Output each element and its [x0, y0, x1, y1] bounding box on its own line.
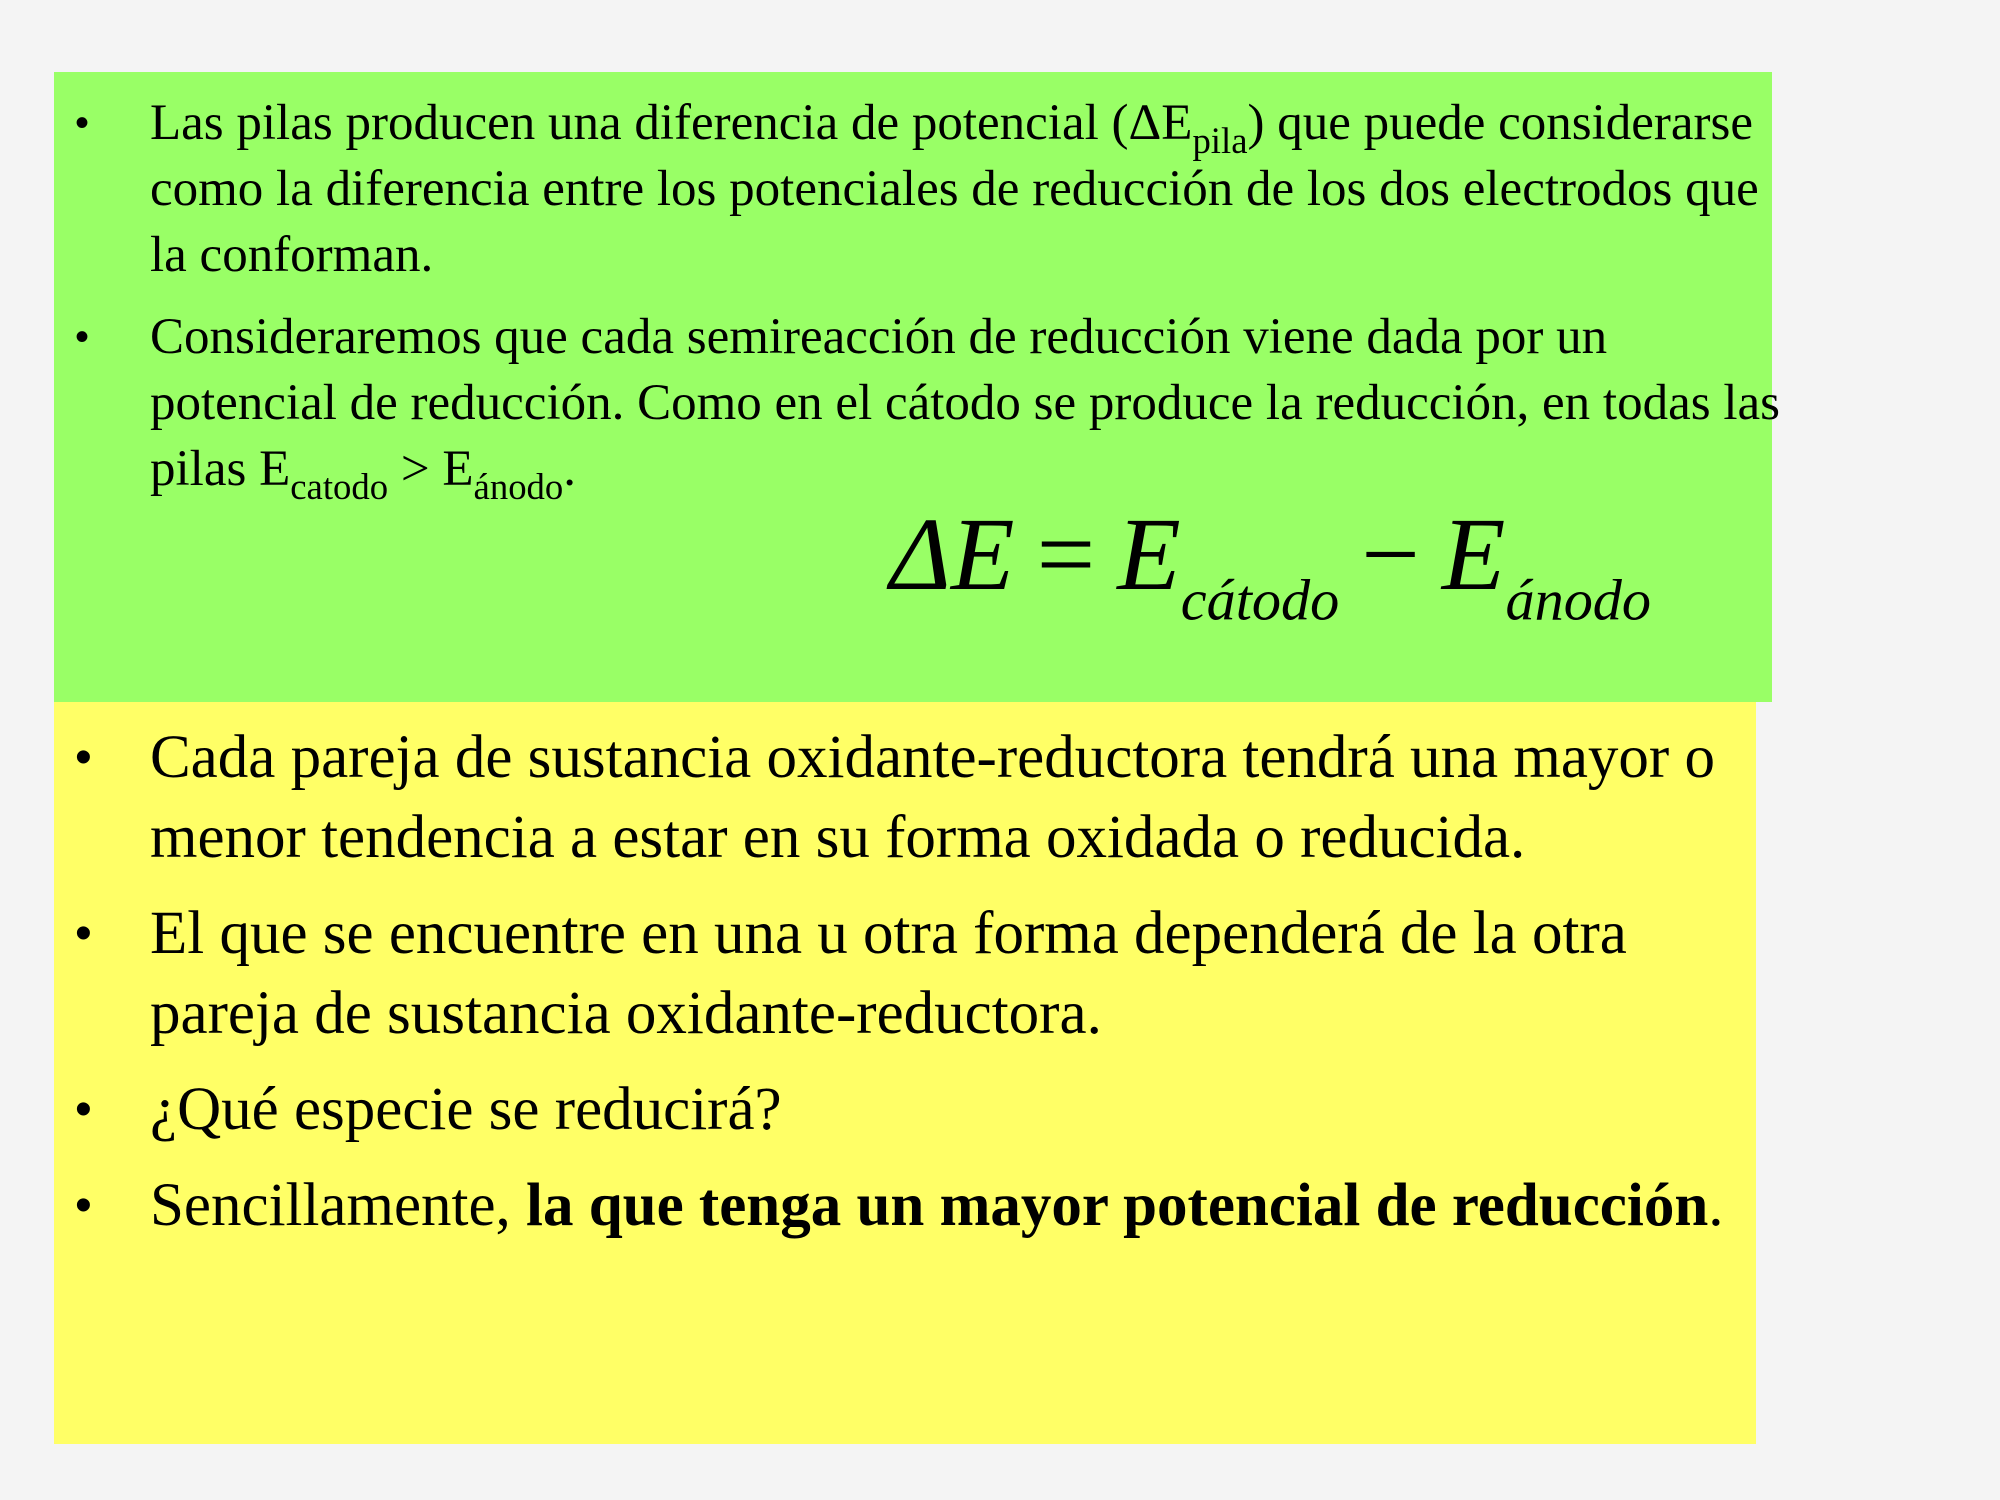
- bullet-text: Las pilas producen una diferencia de potencial (ΔE: [150, 95, 1193, 151]
- yellow-bullet-list: [75, 718, 1750, 1262]
- green-bullet-list: [75, 90, 1790, 518]
- bullet-item-depends-on-pair: [75, 894, 1750, 1054]
- formula-equals: =: [1036, 497, 1096, 612]
- bullet-text: ¿Qué especie se reducirá?: [150, 1076, 782, 1143]
- bullet-item-reduction-potential: [75, 304, 1790, 507]
- bullet-dot-icon: •: [75, 315, 90, 359]
- formula-term-anode: E: [1441, 497, 1506, 612]
- subscript-anodo: ánodo: [473, 465, 564, 507]
- formula-term-cathode: E: [1117, 497, 1181, 612]
- bullet-text-end: .: [563, 441, 577, 497]
- bullet-dot-icon: •: [75, 1083, 92, 1136]
- bullet-text: Sencillamente,: [150, 1172, 527, 1239]
- green-panel: [54, 72, 1780, 702]
- formula-lhs: ΔE: [890, 497, 1015, 612]
- bullet-dot-icon: •: [75, 101, 90, 145]
- bullet-text: El que se encuentre en una u otra forma dependerá de la otra pareja de sustancia oxidante-reductora.: [150, 900, 1627, 1047]
- formula-subscript-cathode: cátodo: [1180, 567, 1340, 633]
- greater-than-text: > E: [388, 441, 474, 497]
- formula-subscript-anode: ánodo: [1505, 567, 1652, 633]
- bullet-item-answer: [75, 1166, 1750, 1246]
- bullet-text-bold: la que tenga un mayor potencial de reducción: [526, 1172, 1709, 1239]
- subscript-catodo: catodo: [290, 465, 389, 507]
- subscript-pila: pila: [1192, 119, 1248, 161]
- bullet-item-pila-potential: [75, 90, 1790, 288]
- bullet-dot-icon: •: [75, 731, 92, 784]
- cell-potential-formula: [890, 490, 1652, 633]
- bullet-text: Cada pareja de sustancia oxidante-reductora tendrá una mayor o menor tendencia a estar en su forma oxidada o reducida.: [150, 724, 1715, 871]
- bullet-item-question: [75, 1070, 1750, 1150]
- bullet-text-continued: ) que puede considerarse como la diferencia entre los potenciales de reducción de los dos electrodos que la conforman.: [150, 95, 1759, 283]
- yellow-panel: [54, 702, 1756, 1444]
- formula-minus: −: [1361, 497, 1420, 612]
- bullet-text: Consideraremos que cada semireacción de reducción viene dada por un potencial de reducción. Como en el cátodo se produce la reducción, en todas las pilas E: [150, 309, 1780, 497]
- bullet-item-redox-tendency: [75, 718, 1750, 878]
- bullet-text-end: .: [1708, 1172, 1724, 1239]
- bullet-dot-icon: •: [75, 1179, 92, 1232]
- bullet-dot-icon: •: [75, 907, 92, 960]
